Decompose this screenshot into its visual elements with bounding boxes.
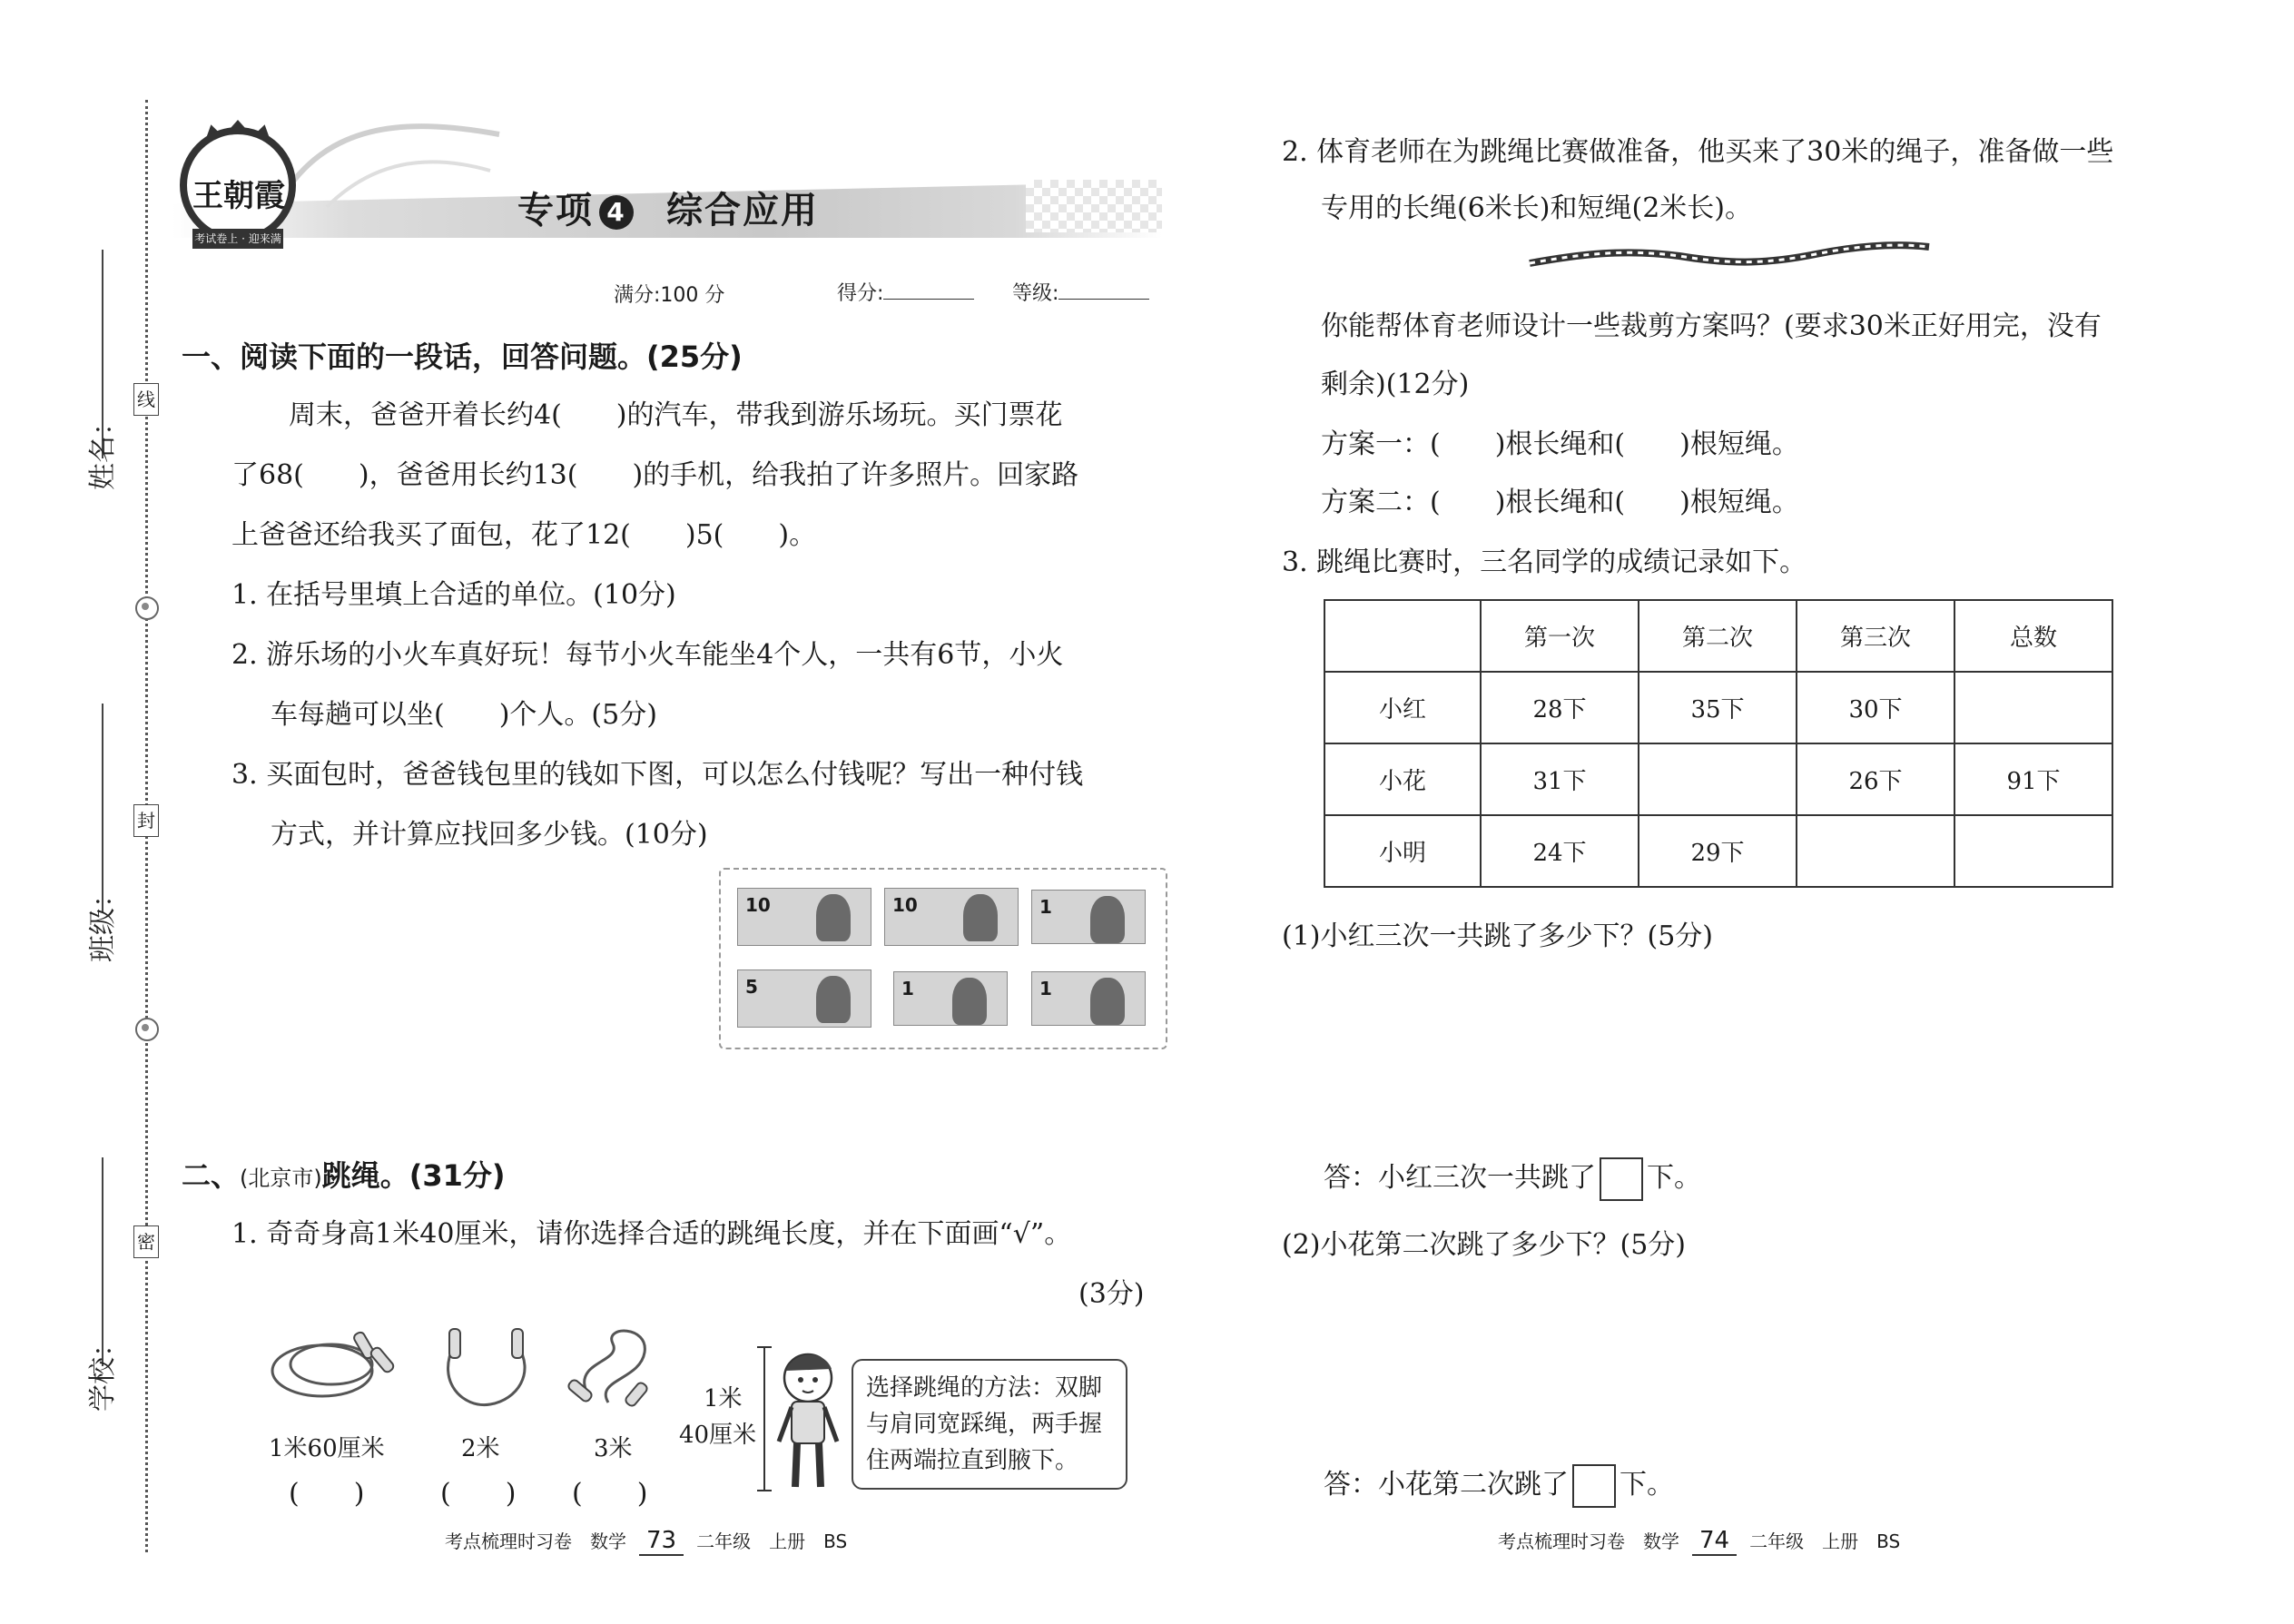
section-2-region: (北京市)	[240, 1166, 322, 1191]
r-question-2-line-1: 2. 体育老师在为跳绳比赛做准备，他买来了30米的绳子，准备做一些	[1282, 136, 2114, 168]
rope-long-icon	[268, 1321, 413, 1407]
sub-question-1: (1)小红三次一共跳了多少下？(5分)	[1282, 920, 1713, 952]
score-table	[1324, 599, 2113, 888]
grade-field[interactable]	[1012, 278, 1149, 306]
r-question-3: 3. 跳绳比赛时，三名同学的成绩记录如下。	[1282, 546, 1807, 578]
banknote: 1	[1031, 971, 1146, 1026]
plan-2: 方案二：( )根长绳和( )根短绳。	[1321, 487, 1799, 518]
banknote: 10	[737, 888, 871, 946]
rope-medium-icon	[436, 1327, 545, 1413]
table-cell: 91下	[1954, 743, 2112, 815]
ribbon-decoration-icon	[272, 107, 508, 216]
passage-line-1: 周末，爸爸开着长约4( )的汽车，带我到游乐场玩。买门票花	[289, 399, 1063, 431]
class-label: 班级：	[87, 881, 119, 962]
question-1: 1. 在括号里填上合适的单位。(10分)	[231, 579, 676, 611]
plan-1: 方案一：( )根长绳和( )根短绳。	[1321, 428, 1799, 460]
table-cell: 31下	[1481, 743, 1639, 815]
question-2-line-1: 2. 游乐场的小火车真好玩！每节小火车能坐4个人，一共有6节，小火	[231, 639, 1064, 671]
table-cell: 28下	[1481, 672, 1639, 743]
page-number-73: 73	[639, 1527, 684, 1556]
rope-label-1: 1米60厘米	[269, 1435, 385, 1462]
height-label-cm: 40厘米	[679, 1422, 757, 1449]
seal-char-feng: 封	[133, 804, 159, 837]
table-row	[1324, 672, 2112, 743]
school-label: 学校：	[87, 1330, 119, 1412]
answer-2: 答：小花第二次跳了 下。	[1324, 1462, 1674, 1508]
tip-text: 选择跳绳的方法：双脚与肩同宽踩绳，两手握住两端拉直到腋下。	[866, 1374, 1103, 1474]
page-number-74: 74	[1692, 1527, 1737, 1556]
page-title	[517, 182, 819, 233]
score-label: 得分:	[837, 282, 884, 305]
footer-right: 考点梳理时习卷 数学 74 二年级 上册 BS	[1498, 1527, 1901, 1554]
banknote: 1	[893, 971, 1008, 1026]
footer-left: 考点梳理时习卷 数学 73 二年级 上册 BS	[445, 1527, 848, 1554]
rope-short-icon	[567, 1325, 667, 1416]
section-2-title: 二、(北京市)跳绳。(31分)	[182, 1158, 506, 1193]
height-label-meters: 1米	[704, 1385, 743, 1412]
table-cell[interactable]	[1797, 815, 1954, 887]
table-header-cell: 总数	[1954, 600, 2112, 672]
table-cell: 小明	[1324, 815, 1481, 887]
boy-illustration-icon	[752, 1342, 852, 1496]
grade-label: 等级:	[1012, 282, 1059, 305]
title-number-badge: 4	[599, 195, 634, 230]
question-3-line-1: 3. 买面包时，爸爸钱包里的钱如下图，可以怎么付钱呢？写出一种付钱	[231, 759, 1084, 791]
r-question-2-line-2: 专用的长绳(6米长)和短绳(2米长)。	[1321, 192, 1752, 224]
answer-2-box[interactable]	[1572, 1464, 1616, 1508]
wallet-money-figure	[719, 868, 1167, 1049]
banknote: 5	[737, 969, 871, 1028]
punch-hole-icon	[135, 1018, 159, 1041]
rope-choice-3[interactable]: ( )	[572, 1478, 648, 1510]
table-header-row	[1324, 600, 2112, 672]
table-cell[interactable]	[1954, 815, 2112, 887]
punch-hole-icon	[135, 596, 159, 620]
table-row	[1324, 815, 2112, 887]
rope-label-2: 2米	[461, 1435, 500, 1462]
table-cell: 35下	[1639, 672, 1797, 743]
answer-1-box[interactable]	[1600, 1157, 1643, 1201]
passage-line-2: 了68( )，爸爸用长约13( )的手机，给我拍了许多照片。回家路	[231, 459, 1079, 491]
name-label: 姓名：	[87, 408, 119, 490]
seal-char-xian: 线	[133, 383, 159, 416]
table-cell: 24下	[1481, 815, 1639, 887]
table-cell: 小红	[1324, 672, 1481, 743]
table-cell: 26下	[1797, 743, 1954, 815]
r-question-2-line-4: 剩余)(12分)	[1321, 369, 1470, 400]
banknote: 10	[884, 888, 1019, 946]
table-cell: 小花	[1324, 743, 1481, 815]
table-cell[interactable]	[1954, 672, 2112, 743]
rope-label-3: 3米	[594, 1435, 633, 1462]
answer-1: 答：小红三次一共跳了 下。	[1324, 1155, 1701, 1201]
logo-ribbon: 考试卷上 · 迎来满天	[192, 229, 283, 249]
full-score: 满分:100 分	[614, 284, 725, 307]
table-header-cell	[1324, 600, 1481, 672]
table-row	[1324, 743, 2112, 815]
r-question-2-line-3: 你能帮体育老师设计一些裁剪方案吗？(要求30米正好用完，没有	[1321, 310, 2102, 342]
table-cell: 30下	[1797, 672, 1954, 743]
seal-char-mi: 密	[133, 1225, 159, 1258]
table-cell: 29下	[1639, 815, 1797, 887]
section-1-title: 一、阅读下面的一段话，回答问题。(25分)	[182, 340, 743, 374]
question-3-line-2: 方式，并计算应找回多少钱。(10分)	[271, 819, 708, 851]
table-cell[interactable]	[1639, 743, 1797, 815]
table-header-cell: 第一次	[1481, 600, 1639, 672]
logo-text: 王朝霞	[192, 178, 285, 214]
score-field[interactable]	[837, 278, 974, 306]
section-2-question-1-score: (3分)	[1078, 1278, 1145, 1310]
rope-choice-2[interactable]: ( )	[440, 1478, 517, 1510]
tip-bubble	[852, 1359, 1127, 1490]
title-prefix: 专项	[517, 190, 594, 231]
rope-wave-icon	[1525, 238, 1934, 274]
table-header-cell: 第二次	[1639, 600, 1797, 672]
banner-checker-pattern	[1026, 180, 1162, 232]
rope-choice-1[interactable]: ( )	[289, 1478, 365, 1510]
question-2-line-2: 车每趟可以坐( )个人。(5分)	[271, 699, 657, 731]
banknote: 1	[1031, 890, 1146, 944]
table-header-cell: 第三次	[1797, 600, 1954, 672]
section-2-question-1: 1. 奇奇身高1米40厘米，请你选择合适的跳绳长度，并在下面画“√”。	[231, 1218, 1072, 1250]
title-main: 综合应用	[666, 190, 819, 231]
sub-question-2: (2)小花第二次跳了多少下？(5分)	[1282, 1229, 1686, 1261]
passage-line-3: 上爸爸还给我买了面包，花了12( )5( )。	[231, 519, 817, 551]
